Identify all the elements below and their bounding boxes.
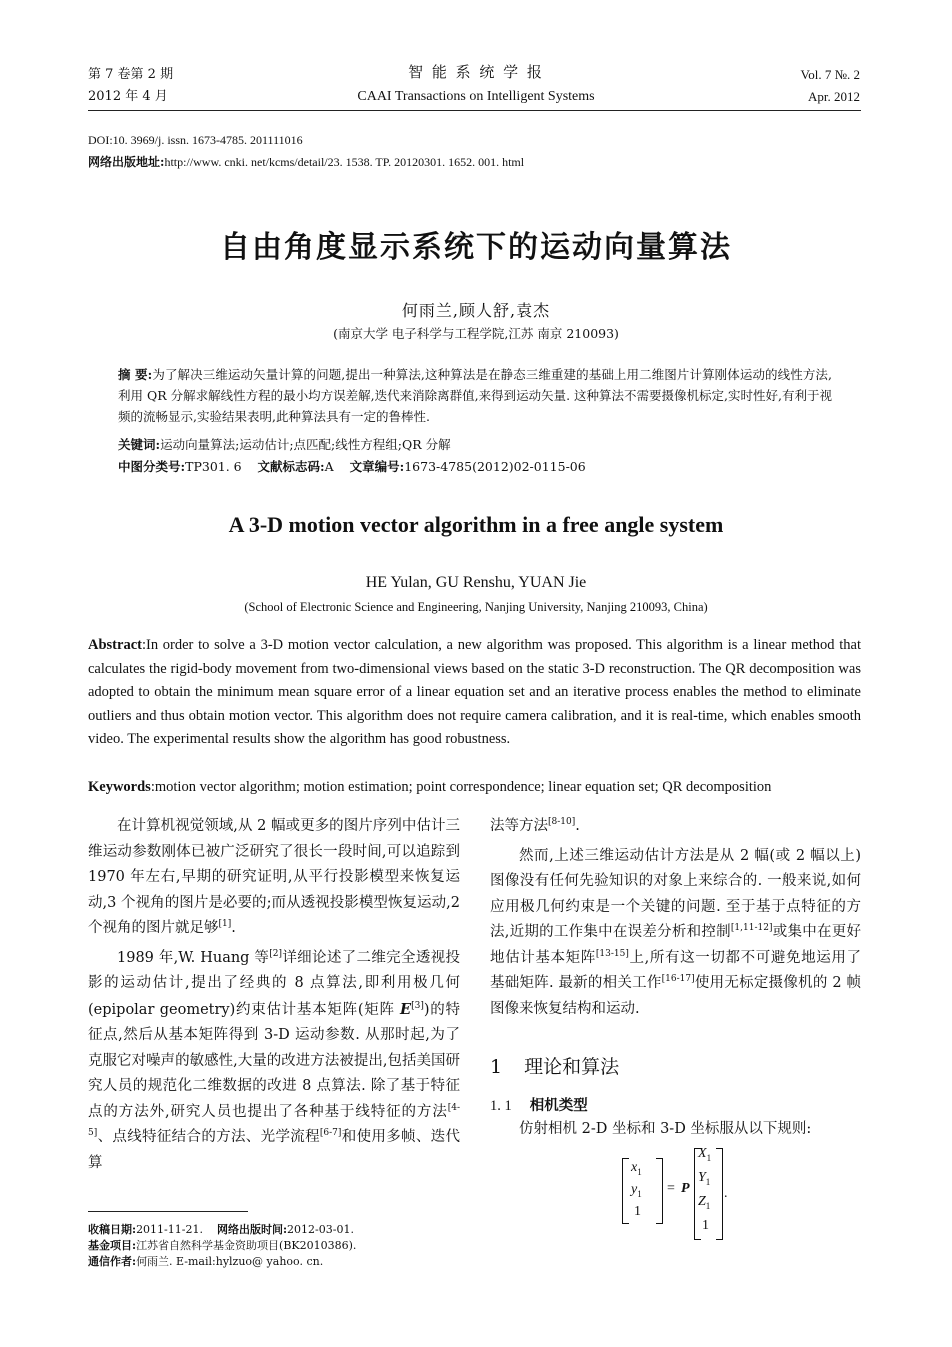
lhs-right-bracket	[656, 1158, 663, 1224]
citation-2: [2]	[269, 948, 282, 959]
keywords-cn	[118, 434, 451, 455]
p2-text-d: 、点线特征结合的方法、光学流程	[97, 1129, 320, 1145]
r1-end: .	[575, 818, 580, 834]
citation-1-11-12: [1,11-12]	[730, 923, 773, 934]
p2-text-a: 1989 年,W. Huang 等	[117, 949, 270, 966]
clc-label: 中图分类号:	[118, 459, 186, 474]
footnote-fund	[88, 1238, 356, 1254]
doc-code-label: 文献标志码:	[257, 459, 325, 474]
footnotes	[88, 1222, 356, 1270]
section-heading	[490, 1052, 619, 1079]
journal-date: 2012 年 4 月	[88, 89, 168, 104]
rhs-one: 1	[702, 1218, 709, 1233]
doc-code-value: A	[324, 459, 334, 474]
p1-end: .	[231, 920, 236, 936]
footnote-corresponding	[88, 1254, 356, 1270]
paragraph-2	[88, 946, 460, 1177]
article-no-label: 文章编号:	[349, 459, 405, 474]
citation-1: [1]	[218, 919, 232, 930]
citation-3: [3]	[411, 1000, 424, 1011]
lhs-y: $y_1$	[631, 1182, 642, 1199]
keywords-en	[88, 776, 861, 800]
header-rule	[88, 110, 861, 111]
corresponding-label: 通信作者:	[88, 1255, 137, 1268]
keywords-en-label: Keywords	[88, 779, 151, 795]
corresponding-text: 何雨兰. E-mail:hylzuo@ yahoo. cn.	[136, 1255, 324, 1268]
p2-text-c: )的特征点,然后从基本矩阵得到 3-D 运动参数. 从那时起,为了克服它对噪声的敏感性,大量的改进方法被提出,包括美国研究人员的规范化二维数据的改进 8 点算法. 除了基于特征点的方法外,研究人员也提出了各种基于线特征的方法	[88, 1001, 460, 1120]
online-address	[88, 153, 524, 171]
published-date: 2012-03-01.	[287, 1223, 354, 1236]
journal-month: Apr. 2012	[808, 89, 860, 104]
title-cn: 自由角度显示系统下的运动向量算法	[220, 230, 732, 265]
abstract-en-text: :In order to solve a 3-D motion vector calculation, a new algorithm was proposed. This algorithm is a linear method that calculates the rigid-body movement from two-dimensional views based on the static 3-D reconstruction. The QR decomposition was adopted to obtain the minimum mean square error of a linear equation set and an iterative process enables the method to eliminate outliers and thus obtain motion vector. This algorithm does not require camera calibration, and it is real-time, which enables smooth video. The experimental results show the algorithm has good robustness.	[88, 637, 861, 747]
received-date: 2011-11-21.	[136, 1223, 203, 1236]
right-paragraph-cont	[490, 814, 861, 840]
rhs-right-bracket	[716, 1148, 723, 1240]
rp-text-d: 使用无标定摄像机的 2 帧图像来恢复结构和运动.	[490, 975, 861, 1017]
footnote-rule	[88, 1211, 248, 1212]
rhs-Z: $Z_1$	[698, 1194, 711, 1211]
equals-sign: =	[667, 1181, 675, 1196]
abstract-cn	[118, 364, 832, 427]
fund-label: 基金项目:	[88, 1239, 137, 1252]
abstract-en-label: Abstract	[88, 637, 142, 653]
lhs-one: 1	[634, 1204, 641, 1219]
subsection-text: 仿射相机 2-D 坐标和 3-D 坐标服从以下规则:	[519, 1121, 812, 1137]
p1-text: 在计算机视觉领域,从 2 幅或更多的图片序列中估计三维运动参数刚体已被广泛研究了很长一段时间,可以追踪到 1970 年左右,早期的研究证明,从平行投影模型来恢复运动,3 个视角的图片是必要的;而从透视投影模型恢复运动,2 个视角的图片就足够	[88, 818, 460, 936]
rp-text-b: 或集中在更好地估计基本矩阵	[490, 924, 862, 966]
lhs-left-bracket	[622, 1158, 629, 1224]
p2-text-b: 详细论述了二维完全透视投影的运动估计,提出了经典的 8 点算法,即利用极几何(epipolar geometry)约束估计基本矩阵(矩阵	[88, 949, 460, 1018]
doi: DOI:10. 3969/j. issn. 1673-4785. 201111016	[88, 133, 303, 147]
p2-text-e: 和使用多帧、迭代算	[88, 1129, 460, 1171]
authors-cn: 何雨兰,顾人舒,袁杰	[401, 301, 551, 320]
rp-text-a: 然而,上述三维运动估计方法是从 2 幅(或 2 幅以上)图像没有任何先验知识的对象上来综合的. 一般来说,如何应用极几何约束是一个关键的问题. 至于基于点特征的方法,近期的工作集中在误差分析和控制	[490, 847, 861, 940]
left-column	[88, 814, 460, 1176]
subsection-title: 相机类型	[529, 1098, 588, 1114]
citation-16-17: [16-17]	[661, 974, 695, 985]
affiliation-en: (School of Electronic Science and Engineering, Nanjing University, Nanjing 210093, China)	[244, 600, 708, 614]
keywords-cn-label: 关键词:	[118, 437, 161, 452]
paragraph-1	[88, 814, 460, 942]
equation-period: .	[724, 1186, 728, 1201]
section-number: 1	[490, 1056, 503, 1078]
fund-text: 江苏省自然科学基金资助项目(BK2010386).	[136, 1239, 357, 1252]
right-column	[490, 814, 861, 1022]
keywords-cn-text: 运动向量算法;运动估计;点匹配;线性方程组;QR 分解	[160, 437, 451, 452]
abstract-cn-label: 摘 要:	[118, 367, 153, 382]
authors-en: HE Yulan, GU Renshu, YUAN Jie	[365, 574, 587, 591]
online-url: http://www. cnki. net/kcms/detail/23. 1538. TP. 20120301. 1652. 001. html	[164, 155, 525, 169]
keywords-en-text: :motion vector algorithm; motion estimation; point correspondence; linear equation set; QR decomposition	[150, 779, 772, 795]
received-label: 收稿日期:	[88, 1223, 137, 1236]
clc-value: TP301. 6	[185, 459, 242, 474]
journal-name-en: CAAI Transactions on Intelligent Systems	[357, 89, 595, 104]
journal-volume: Vol. 7 №. 2	[800, 67, 860, 82]
lhs-x: $x_1$	[631, 1160, 642, 1177]
classification-line	[118, 456, 586, 477]
abstract-en	[88, 634, 861, 752]
article-no-value: 1673-4785(2012)02-0115-06	[404, 459, 586, 474]
journal-issue: 第 7 卷第 2 期	[88, 67, 174, 82]
matrix-P: P	[681, 1181, 690, 1196]
right-paragraph-2	[490, 844, 861, 1023]
r1-text: 法等方法	[490, 818, 548, 834]
section-title: 理论和算法	[524, 1056, 620, 1078]
rp-text-c: 上,所有这一切都不可避免地运用了基础矩阵. 最新的相关工作	[490, 949, 861, 991]
citation-6-7: [6-7]	[319, 1128, 342, 1139]
subsection-number: 1. 1	[490, 1098, 512, 1114]
matrix-E: E	[400, 1000, 412, 1018]
citation-13-15: [13-15]	[595, 948, 629, 959]
online-label: 网络出版地址:	[88, 155, 165, 169]
equation	[618, 1148, 728, 1242]
citation-4-5: [4-5]	[88, 1102, 460, 1139]
journal-name-cn: 智 能 系 统 学 报	[408, 63, 544, 81]
title-en: A 3-D motion vector algorithm in a free angle system	[228, 512, 724, 537]
affiliation-cn: (南京大学 电子科学与工程学院,江苏 南京 210093)	[333, 326, 619, 341]
abstract-cn-text: 为了解决三维运动矢量计算的问题,提出一种算法,这种算法是在静态三维重建的基础上用二维图片计算刚体运动的线性方法,利用 QR 分解求解线性方程的最小均方误差解,迭代来消除离群值,来得到运动矢量. 这种算法不需要摄像机标定,实时性好,有利于视频的流畅显示,实验结果表明,此种算法具有一定的鲁棒性.	[118, 367, 832, 424]
subsection-heading	[490, 1094, 588, 1115]
footnote-dates	[88, 1222, 356, 1238]
published-label: 网络出版时间:	[216, 1223, 288, 1236]
rhs-X: $X_1$	[698, 1146, 712, 1163]
rhs-Y: $Y_1$	[698, 1170, 711, 1187]
citation-8-10: [8-10]	[548, 817, 576, 828]
